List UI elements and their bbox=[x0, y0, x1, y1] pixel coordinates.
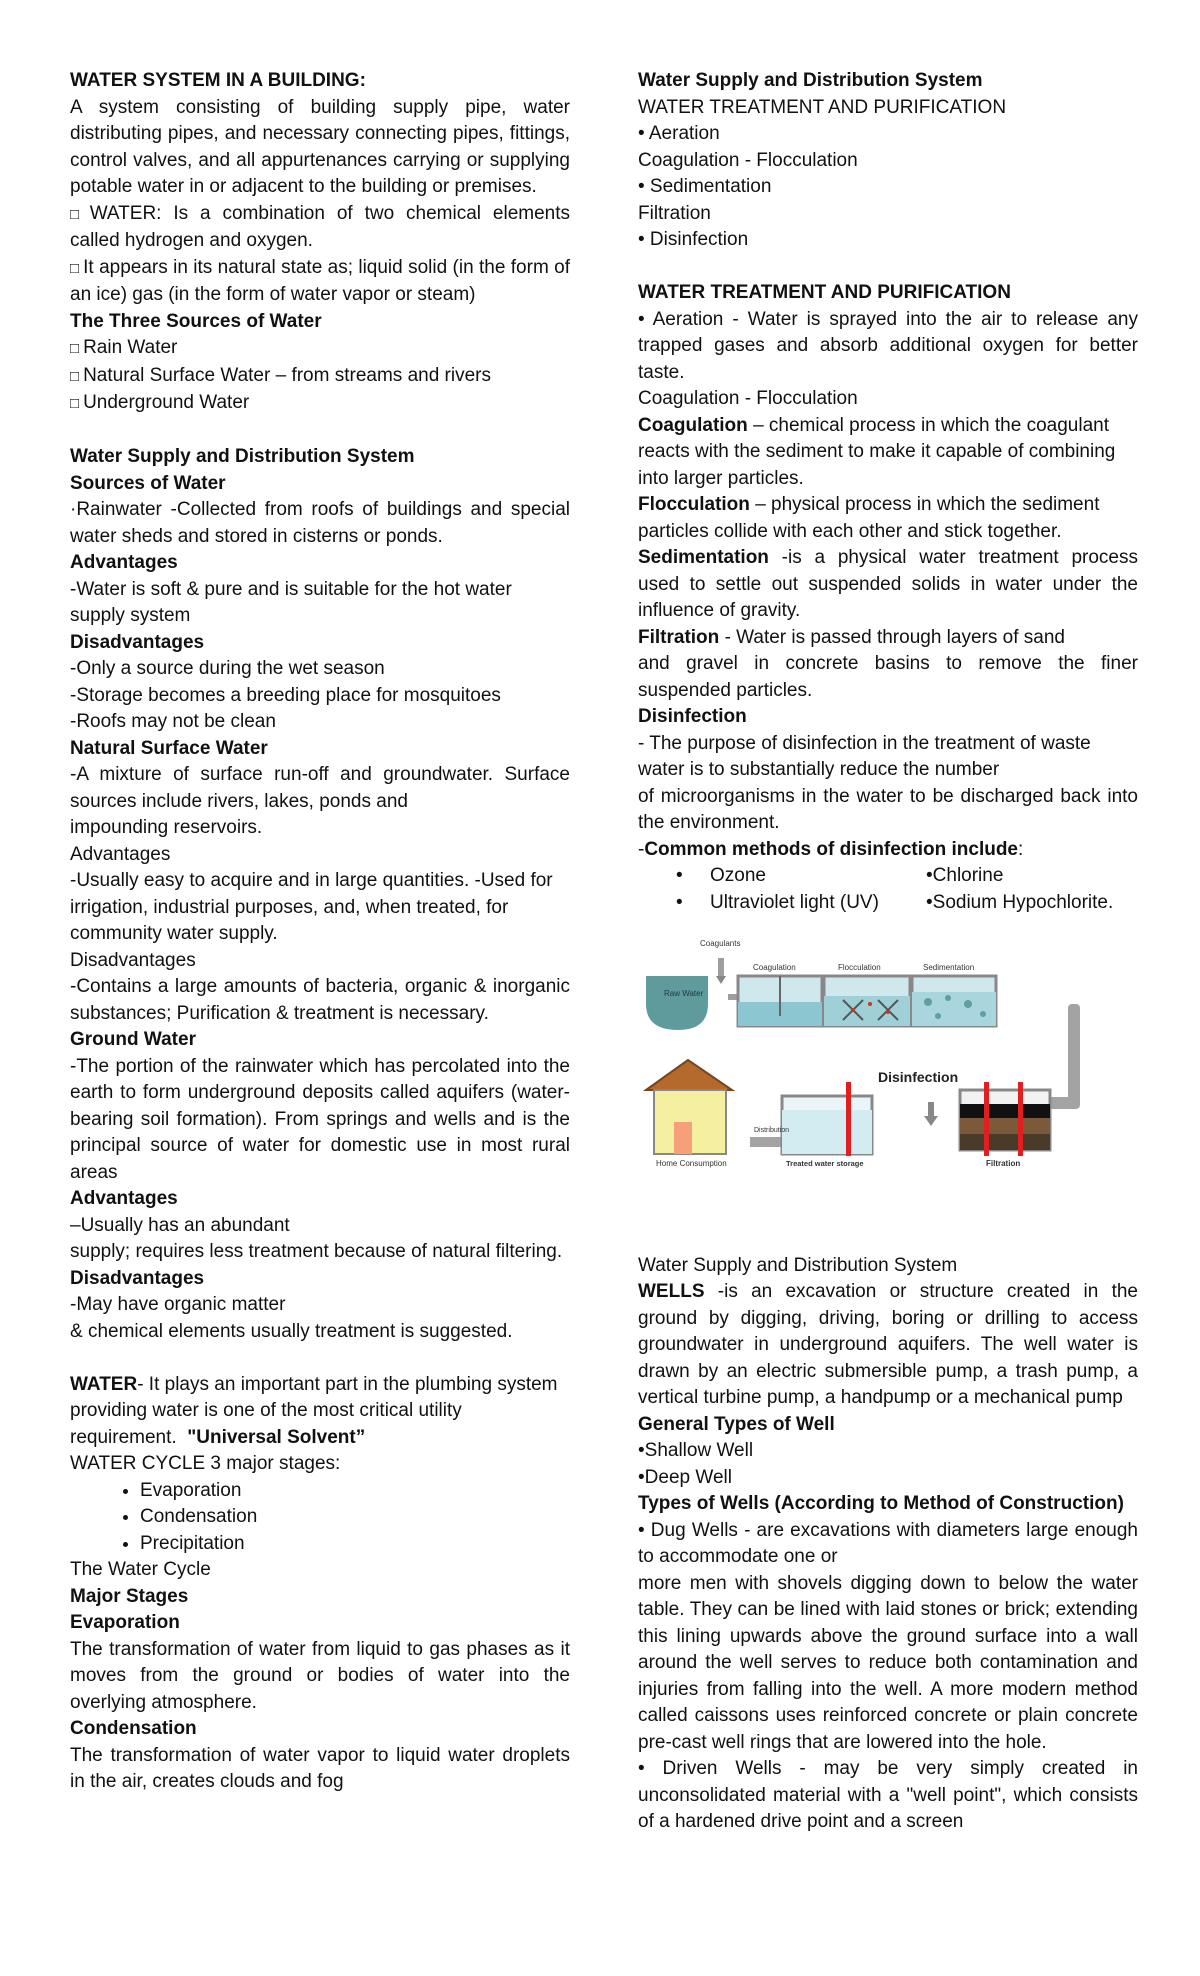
methods-heading bbox=[638, 837, 1138, 864]
flocculation-definition bbox=[638, 492, 1138, 545]
sedimentation-label: Sedimentation bbox=[923, 963, 975, 972]
filtration-term: Filtration bbox=[638, 626, 720, 648]
floc-particle bbox=[886, 1010, 890, 1014]
arrow-down-icon bbox=[716, 976, 726, 984]
sedimentation-definition bbox=[638, 545, 1138, 625]
filtration-definition bbox=[638, 625, 1138, 652]
aeration-text: • Aeration - Water is sprayed into the air to release any trapped gases and absorb additional oxygen for better taste. bbox=[638, 308, 1138, 383]
disinfection-marker bbox=[846, 1082, 851, 1156]
wsd-heading-2: Water Supply and Distribution System bbox=[638, 1254, 958, 1276]
filter-layer-gravel bbox=[960, 1134, 1050, 1150]
wells-text: -is an excavation or structure created in the ground by digging, driving, boring or drilling to access groundwater in underground aquifers. The well water is drawn by an electric submersible pump, a trash pump, a vertical turbine pump, a handpump or a mechanical pump bbox=[638, 1281, 1138, 1408]
universal-solvent: "Universal Solvent” bbox=[187, 1426, 366, 1448]
water-paragraph bbox=[70, 1372, 570, 1452]
distribution-label: Distribution bbox=[754, 1127, 790, 1134]
nsw-disadvantage: -Contains a large amounts of bacteria, organic & inorganic substances; Purification & treatment is necessary. bbox=[70, 976, 570, 1024]
sediment-particle bbox=[964, 1000, 972, 1008]
wtp-heading-bold: WATER TREATMENT AND PURIFICATION bbox=[638, 282, 1011, 303]
sources-heading: Sources of Water bbox=[70, 472, 226, 494]
natural-state-text: □ It appears in its natural state as; liquid solid (in the form of an ice) gas (in the form of water vapor or steam) bbox=[70, 255, 570, 309]
nsw-text: -A mixture of surface run-off and groundwater. Surface sources include rivers, lakes, ponds and bbox=[70, 764, 570, 812]
wtp-heading-caps: WATER TREATMENT AND PURIFICATION bbox=[638, 96, 1007, 118]
gw-disadvantage: -May have organic matter bbox=[70, 1294, 286, 1315]
disinfection-label: Disinfection bbox=[878, 1069, 959, 1085]
disadvantages-heading: Disadvantages bbox=[70, 631, 205, 653]
water-cycle-label: The Water Cycle bbox=[70, 1559, 211, 1580]
well-type-item: •Deep Well bbox=[638, 1466, 732, 1488]
coagulation-term: Coagulation bbox=[638, 414, 748, 436]
raw-water-label: Raw Water bbox=[664, 989, 704, 998]
disinfection-heading: Disinfection bbox=[638, 706, 747, 727]
method-item: •Sodium Hypochlorite. bbox=[926, 891, 1114, 913]
well-type-item: •Shallow Well bbox=[638, 1440, 754, 1461]
disinfection-text-cont: of microorganisms in the water to be discharged back into the environment. bbox=[638, 785, 1138, 833]
coagulants-label: Coagulants bbox=[700, 939, 741, 948]
rain-advantage: -Water is soft & pure and is suitable for the hot water supply system bbox=[70, 578, 512, 626]
disinfection-marker bbox=[1018, 1082, 1023, 1156]
methods-list bbox=[676, 863, 1138, 916]
doc-title: WATER SYSTEM IN A BUILDING: bbox=[70, 70, 366, 91]
general-types-heading: General Types of Well bbox=[638, 1413, 835, 1435]
list-item: • Condensation bbox=[140, 1504, 570, 1531]
house-roof bbox=[646, 1060, 732, 1090]
filter-layer-sand bbox=[960, 1118, 1050, 1134]
sedimentation-term: Sedimentation bbox=[638, 547, 769, 568]
gw-disadvantages-heading: Disadvantages bbox=[70, 1267, 205, 1289]
gw-text: -The portion of the rainwater which has percolated into the earth to form underground deposits called aquifers (water- bearing soil formation). From springs and wells and is the principal source of water for domestic use in most rural areas bbox=[70, 1055, 570, 1183]
coagulation-definition bbox=[638, 413, 1138, 493]
nsw-disadvantages-heading: Disadvantages bbox=[70, 949, 196, 971]
intro-paragraph: A system consisting of building supply pipe, water distributing pipes, and necessary connecting pipes, fittings, control valves, and all appurtenances carrying or supplying potable water in or adjacent to the building or premises. bbox=[70, 96, 570, 197]
flocculation-term: Flocculation bbox=[638, 494, 750, 515]
dug-wells-text: • Dug Wells - are excavations with diameters large enough to accommodate one or bbox=[638, 1519, 1138, 1567]
rain-disadvantage: -Only a source during the wet season bbox=[70, 658, 385, 679]
methods-term: Common methods of disinfection include bbox=[644, 838, 1019, 860]
wtp-list-item: • Disinfection bbox=[638, 229, 749, 250]
advantages-heading: Advantages bbox=[70, 552, 178, 573]
wtp-list-item: Filtration bbox=[638, 202, 711, 224]
sediment-particle bbox=[924, 998, 932, 1006]
storage-water bbox=[782, 1110, 872, 1154]
sedimentation-water bbox=[912, 992, 996, 1026]
sediment-particle bbox=[980, 1011, 986, 1017]
wsd-heading: Water Supply and Distribution System bbox=[638, 70, 983, 91]
wtp-list-item: • Sedimentation bbox=[638, 176, 772, 197]
house-door bbox=[674, 1122, 692, 1154]
sediment-particle bbox=[945, 995, 951, 1001]
wtp-list-item: • Aeration bbox=[638, 123, 720, 144]
source-item: □ Rain Water bbox=[70, 335, 570, 363]
disinfection-marker bbox=[984, 1082, 989, 1156]
methods-suffix: : bbox=[1018, 838, 1024, 860]
filter-layer-top bbox=[960, 1104, 1050, 1118]
method-item: • Ultraviolet light (UV) bbox=[676, 890, 926, 917]
flocculation-label: Flocculation bbox=[838, 963, 881, 972]
three-sources-heading: The Three Sources of Water bbox=[70, 310, 322, 332]
methods-prefix: - bbox=[638, 838, 645, 860]
water-text: - It plays an important part in the plumbing system providing water is one of the most critical utility requirement. bbox=[70, 1373, 558, 1448]
home-consumption-label: Home Consumption bbox=[656, 1159, 727, 1168]
dug-wells-text-cont: more men with shovels digging down to below the water table. They can be lined with laid stones or brick; extending this lining upwards above the ground surface into a wall around the well serves to reduce both contamination and injuries from falling into the well. A more modern method called caissons uses reinforced concrete or plain concrete pre-cast well rings that are lowered into the hole. bbox=[638, 1572, 1138, 1753]
nsw-advantage: -Usually easy to acquire and in large quantities. -Used for irrigation, industrial purposes, and, when treated, for community water supply. bbox=[70, 870, 553, 944]
floc-particle bbox=[851, 1008, 855, 1012]
left-column bbox=[70, 68, 570, 1796]
filtration-text: - Water is passed through layers of sand bbox=[724, 626, 1065, 648]
gw-advantages-heading: Advantages bbox=[70, 1188, 178, 1209]
floc-particle bbox=[868, 1002, 872, 1006]
evaporation-text: The transformation of water from liquid to gas phases as it moves from the ground or bodies of water into the overlying atmosphere. bbox=[70, 1638, 570, 1713]
cycle-list bbox=[70, 1478, 570, 1558]
storage-label: Treated water storage bbox=[786, 1159, 864, 1168]
arrow-shaft bbox=[928, 1102, 934, 1116]
major-stages-heading: Major Stages bbox=[70, 1585, 189, 1607]
gw-disadvantage-cont: & chemical elements usually treatment is suggested. bbox=[70, 1320, 513, 1342]
right-column bbox=[638, 68, 1138, 1836]
evaporation-heading: Evaporation bbox=[70, 1612, 180, 1633]
water-term: WATER bbox=[70, 1373, 138, 1395]
wsd-heading: Water Supply and Distribution System bbox=[70, 446, 415, 467]
method-item: • Ozone bbox=[676, 863, 926, 890]
flocculation-text: – physical process in which the sediment particles collide with each other and stick together. bbox=[638, 494, 1100, 542]
sediment-particle bbox=[935, 1013, 941, 1019]
gw-advantage: –Usually has an abundant bbox=[70, 1214, 290, 1236]
method-item: •Chlorine bbox=[926, 865, 1004, 886]
wells-definition bbox=[638, 1279, 1138, 1412]
nsw-advantages-heading: Advantages bbox=[70, 843, 171, 865]
rainwater-text: ·Rainwater -Collected from roofs of buildings and special water sheds and stored in cisterns or ponds. bbox=[70, 499, 570, 547]
types-construction-heading: Types of Wells (According to Method of Construction) bbox=[638, 1493, 1124, 1514]
source-item: □ Natural Surface Water – from streams and rivers bbox=[70, 363, 570, 391]
raw-water-tank bbox=[646, 976, 708, 1030]
wtp-list-item: Coagulation - Flocculation bbox=[638, 149, 858, 171]
filtration-label: Filtration bbox=[986, 1159, 1021, 1168]
condensation-heading: Condensation bbox=[70, 1718, 197, 1739]
nsw-heading: Natural Surface Water bbox=[70, 737, 268, 759]
rain-disadvantage: -Roofs may not be clean bbox=[70, 711, 276, 732]
coag-floc-label: Coagulation - Flocculation bbox=[638, 388, 858, 409]
disinfection-text: - The purpose of disinfection in the treatment of waste water is to substantially reduce the number bbox=[638, 732, 1091, 780]
arrow-down-icon bbox=[924, 1116, 938, 1126]
coagulation-label: Coagulation bbox=[753, 963, 796, 972]
filtration-text-cont: and gravel in concrete basins to remove the finer suspended particles. bbox=[638, 653, 1138, 701]
gw-advantage-cont: supply; requires less treatment because of natural filtering. bbox=[70, 1241, 563, 1262]
list-item: • Evaporation bbox=[140, 1478, 570, 1505]
wells-term: WELLS bbox=[638, 1281, 705, 1302]
cycle-heading: WATER CYCLE 3 major stages: bbox=[70, 1453, 341, 1474]
coagulation-text: – chemical process in which the coagulant reacts with the sediment to make it capable of combining into larger particles. bbox=[638, 414, 1116, 489]
nsw-text-cont: impounding reservoirs. bbox=[70, 817, 263, 838]
source-item: □ Underground Water bbox=[70, 390, 570, 418]
pipe bbox=[1048, 1097, 1080, 1109]
water-treatment-diagram bbox=[638, 932, 1108, 1194]
coagulant-pipe bbox=[718, 958, 724, 976]
rain-disadvantage: -Storage becomes a breeding place for mosquitoes bbox=[70, 684, 501, 706]
driven-wells-text: • Driven Wells - may be very simply created in unconsolidated material with a "well point", which consists of a hardened drive point and a screen bbox=[638, 1758, 1138, 1832]
condensation-text: The transformation of water vapor to liquid water droplets in the air, creates clouds and fog bbox=[70, 1744, 570, 1792]
pipe bbox=[1068, 1004, 1080, 1104]
list-item: • Precipitation bbox=[140, 1531, 570, 1558]
water-definition: □ WATER: Is a combination of two chemical elements called hydrogen and oxygen. bbox=[70, 201, 570, 255]
sedimentation-text: -is a physical water treatment process used to settle out suspended solids in water under the influence of gravity. bbox=[638, 547, 1138, 621]
gw-heading: Ground Water bbox=[70, 1029, 196, 1050]
pipe bbox=[750, 1137, 782, 1147]
